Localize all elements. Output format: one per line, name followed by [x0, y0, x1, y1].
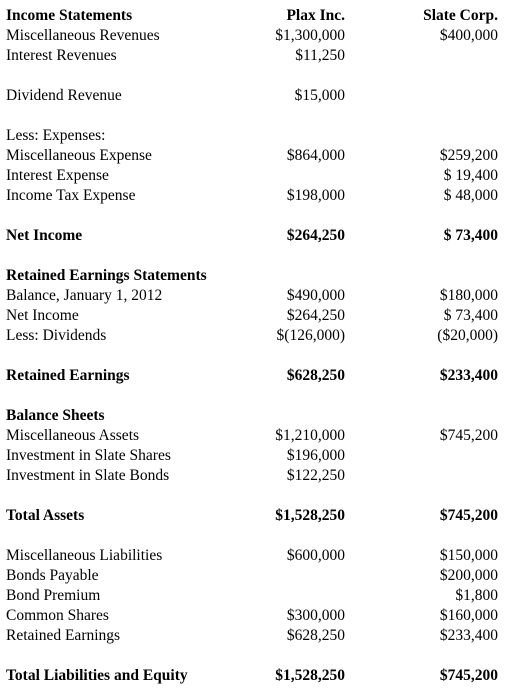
plax-amount: $264,250: [286, 227, 345, 244]
row-label: Miscellaneous Liabilities: [6, 547, 163, 564]
statement-row-investment-in-slate-shares: [0, 446, 523, 466]
statement-row-investment-in-slate-bonds: [0, 466, 523, 486]
slate-amount: $745,200: [439, 507, 498, 524]
plax-amount: $11,250: [295, 47, 345, 64]
row-label: Retained Earnings: [6, 367, 130, 384]
row-label: Net Income: [6, 227, 83, 244]
statement-row-retained-earnings-statements: [0, 266, 523, 286]
plax-amount: $628,250: [286, 367, 345, 384]
row-label: Miscellaneous Revenues: [6, 27, 160, 44]
slate-amount: $ 73,400: [443, 227, 498, 244]
statement-row-common-shares: [0, 606, 523, 626]
plax-amount: $1,210,000: [275, 427, 345, 444]
slate-amount: $1,800: [455, 587, 498, 604]
plax-amount: $122,250: [286, 467, 345, 484]
plax-amount: $1,528,250: [275, 667, 345, 684]
slate-amount: $150,000: [439, 547, 498, 564]
row-label: Balance Sheets: [6, 407, 105, 424]
statement-row-miscellaneous-revenues: [0, 26, 523, 46]
statement-row-income-tax-expense: [0, 186, 523, 206]
statement-row-less-expenses: [0, 126, 523, 146]
statement-row-balance-sheets: [0, 406, 523, 426]
statement-row-miscellaneous-assets: [0, 426, 523, 446]
row-label: Miscellaneous Assets: [6, 427, 140, 444]
plax-amount: $(126,000): [276, 327, 345, 344]
plax-amount: $300,000: [286, 607, 345, 624]
plax-amount: $264,250: [286, 307, 345, 324]
row-label: Less: Expenses:: [6, 127, 106, 144]
plax-amount: $864,000: [286, 147, 345, 164]
slate-amount: $ 48,000: [443, 187, 498, 204]
header-row: [0, 6, 523, 26]
plax-amount: $490,000: [286, 287, 345, 304]
row-label: Net Income: [6, 307, 79, 324]
plax-amount: $1,300,000: [275, 27, 345, 44]
slate-column-header: Slate Corp.: [423, 7, 498, 24]
slate-amount: $745,200: [439, 667, 498, 684]
row-label: Investment in Slate Shares: [6, 447, 171, 464]
statement-row-balance-january-1-2012: [0, 286, 523, 306]
row-label: Balance, January 1, 2012: [6, 287, 163, 304]
plax-amount: $196,000: [286, 447, 345, 464]
statement-row-net-income: [0, 306, 523, 326]
statement-row-total-liabilities-and-equity: [0, 666, 523, 686]
row-label: Total Assets: [6, 507, 85, 524]
statement-row-retained-earnings: [0, 626, 523, 646]
slate-amount: $ 73,400: [443, 307, 498, 324]
row-label: Income Tax Expense: [6, 187, 136, 204]
row-label: Miscellaneous Expense: [6, 147, 152, 164]
plax-amount: $15,000: [294, 87, 345, 104]
slate-amount: ($20,000): [437, 327, 498, 344]
plax-amount: $628,250: [286, 627, 345, 644]
row-label: Investment in Slate Bonds: [6, 467, 170, 484]
statement-row-retained-earnings: [0, 366, 523, 386]
row-label: Bond Premium: [6, 587, 101, 604]
statement-row-less-dividends: [0, 326, 523, 346]
slate-amount: $400,000: [439, 27, 498, 44]
slate-amount: $233,400: [439, 367, 498, 384]
statement-title: Income Statements: [6, 7, 133, 24]
statement-row-net-income: [0, 226, 523, 246]
row-label: Retained Earnings: [6, 627, 121, 644]
statement-row-total-assets: [0, 506, 523, 526]
row-label: Dividend Revenue: [6, 87, 122, 104]
slate-amount: $233,400: [439, 627, 498, 644]
row-label: Total Liabilities and Equity: [6, 667, 188, 684]
slate-amount: $ 19,400: [443, 167, 498, 184]
row-label: Interest Revenues: [6, 47, 117, 64]
plax-column-header: Plax Inc.: [286, 7, 345, 24]
statement-row-interest-expense: [0, 166, 523, 186]
slate-amount: $180,000: [439, 287, 498, 304]
slate-amount: $745,200: [439, 427, 498, 444]
slate-amount: $259,200: [439, 147, 498, 164]
statement-row-miscellaneous-expense: [0, 146, 523, 166]
statement-row-bonds-payable: [0, 566, 523, 586]
row-label: Interest Expense: [6, 167, 109, 184]
plax-amount: $198,000: [286, 187, 345, 204]
statement-row-dividend-revenue: [0, 86, 523, 106]
row-label: Common Shares: [6, 607, 109, 624]
row-label: Bonds Payable: [6, 567, 99, 584]
row-label: Retained Earnings Statements: [6, 267, 207, 284]
slate-amount: $200,000: [439, 567, 498, 584]
plax-amount: $1,528,250: [275, 507, 345, 524]
statement-row-bond-premium: [0, 586, 523, 606]
row-label: Less: Dividends: [6, 327, 107, 344]
plax-amount: $600,000: [286, 547, 345, 564]
statement-row-interest-revenues: [0, 46, 523, 66]
statement-row-miscellaneous-liabilities: [0, 546, 523, 566]
slate-amount: $160,000: [439, 607, 498, 624]
